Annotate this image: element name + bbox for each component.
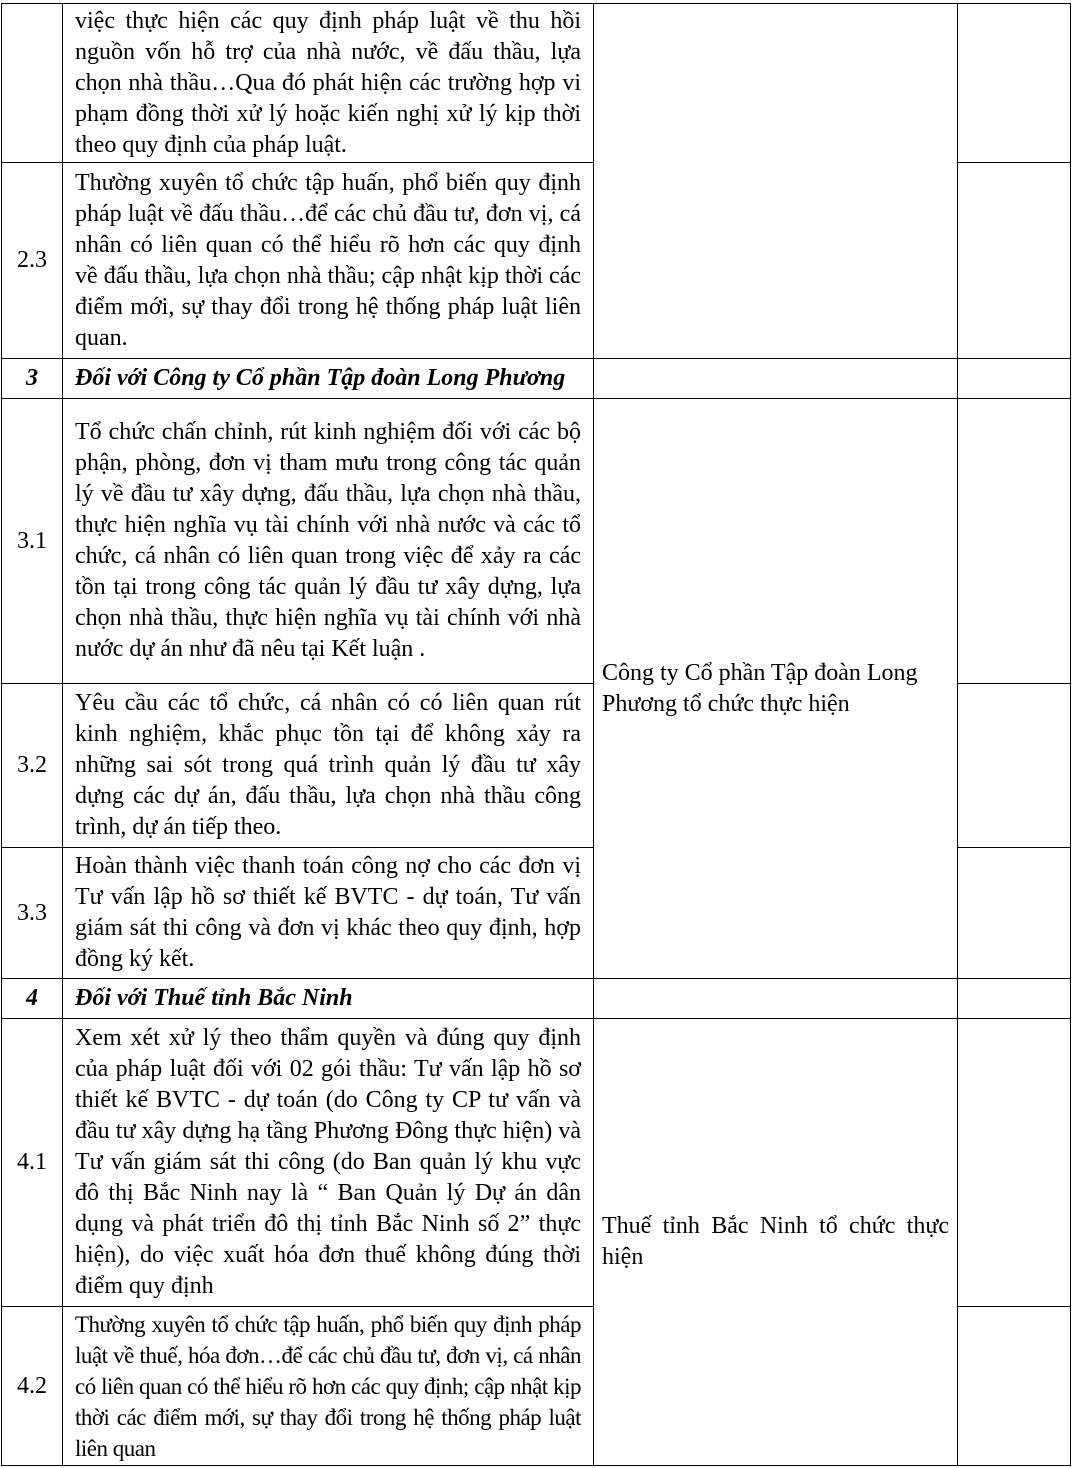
note-cell xyxy=(958,4,1071,163)
row-number xyxy=(2,4,63,163)
section-number: 4 xyxy=(2,979,63,1019)
row-content: Xem xét xử lý theo thẩm quyền và đúng quy định của pháp luật đối với 02 gói thầu: Tư vấn lập hồ sơ thiết kế BVTC - dự toán (do Công ty CP tư vấn và đầu tư xây dựng hạ tầng Phương Đông thực hiện) và Tư vấn giám sát thi công (do Ban quản lý khu vực đô thị Bắc Ninh nay là “ Ban Quản lý Dự án dân dụng và phát triển đô thị tỉnh Bắc Ninh số 2” thực hiện), do việc xuất hóa đơn thuế không đúng thời điểm quy định xyxy=(63,1019,594,1307)
implementation-table xyxy=(1,3,1071,1466)
table-row xyxy=(2,399,1071,684)
section-title: Đối với Công ty Cổ phần Tập đoàn Long Phương xyxy=(63,359,594,399)
row-content: Yêu cầu các tổ chức, cá nhân có có liên quan rút kinh nghiệm, khắc phục tồn tại để không xảy ra những sai sót trong quá trình quản lý đầu tư xây dựng các dự án, đấu thầu, lựa chọn nhà thầu công trình, dự án tiếp theo. xyxy=(63,684,594,848)
note-cell xyxy=(958,848,1071,979)
table-row xyxy=(2,4,1071,163)
section-title: Đối với Thuế tỉnh Bắc Ninh xyxy=(63,979,594,1019)
note-cell xyxy=(958,359,1071,399)
row-number: 3.3 xyxy=(2,848,63,979)
section-row xyxy=(2,359,1071,399)
table-row xyxy=(2,1019,1071,1307)
note-cell xyxy=(958,684,1071,848)
row-content: Thường xuyên tổ chức tập huấn, phổ biến quy định pháp luật về đấu thầu…để các chủ đầu tư, đơn vị, cá nhân có liên quan có thể hiểu rõ hơn các quy định về đấu thầu, lựa chọn nhà thầu; cập nhật kịp thời các điểm mới, sự thay đổi trong hệ thống pháp luật liên quan. xyxy=(63,163,594,359)
row-content: việc thực hiện các quy định pháp luật về thu hồi nguồn vốn hỗ trợ của nhà nước, về đấu thầu, lựa chọn nhà thầu…Qua đó phát hiện các trường hợp vi phạm đồng thời xử lý hoặc kiến nghị xử lý kịp thời theo quy định của pháp luật. xyxy=(63,4,594,163)
row-number: 2.3 xyxy=(2,163,63,359)
section-number: 3 xyxy=(2,359,63,399)
responsible-cell-thue-bac-ninh: Thuế tỉnh Bắc Ninh tổ chức thực hiện xyxy=(594,1019,958,1466)
responsible-cell xyxy=(594,4,958,359)
responsible-cell-long-phuong: Công ty Cổ phần Tập đoàn Long Phương tổ chức thực hiện xyxy=(594,399,958,979)
responsible-cell xyxy=(594,979,958,1019)
row-content: Tổ chức chấn chỉnh, rút kinh nghiệm đối với các bộ phận, phòng, đơn vị tham mưu trong công tác quản lý về đầu tư xây dựng, đấu thầu, lựa chọn nhà thầu, thực hiện nghĩa vụ tài chính với nhà nước và các tổ chức, cá nhân có liên quan trong việc để xảy ra các tồn tại trong công tác quản lý đầu tư xây dựng, lựa chọn nhà thầu, thực hiện nghĩa vụ tài chính với nhà nước dự án như đã nêu tại Kết luận . xyxy=(63,399,594,684)
section-row xyxy=(2,979,1071,1019)
row-number: 3.1 xyxy=(2,399,63,684)
row-number: 4.2 xyxy=(2,1307,63,1466)
row-number: 3.2 xyxy=(2,684,63,848)
note-cell xyxy=(958,1019,1071,1307)
note-cell xyxy=(958,979,1071,1019)
row-content: Hoàn thành việc thanh toán công nợ cho các đơn vị Tư vấn lập hồ sơ thiết kế BVTC - dự toán, Tư vấn giám sát thi công và đơn vị khác theo quy định, hợp đồng ký kết. xyxy=(63,848,594,979)
note-cell xyxy=(958,399,1071,684)
note-cell xyxy=(958,163,1071,359)
note-cell xyxy=(958,1307,1071,1466)
responsible-cell xyxy=(594,359,958,399)
row-number: 4.1 xyxy=(2,1019,63,1307)
row-content: Thường xuyên tổ chức tập huấn, phổ biến quy định pháp luật về thuế, hóa đơn…để các chủ đầu tư, đơn vị, cá nhân có liên quan có thể hiểu rõ hơn các quy định; cập nhật kịp thời các điểm mới, sự thay đổi trong hệ thống pháp luật liên quan xyxy=(63,1307,594,1466)
